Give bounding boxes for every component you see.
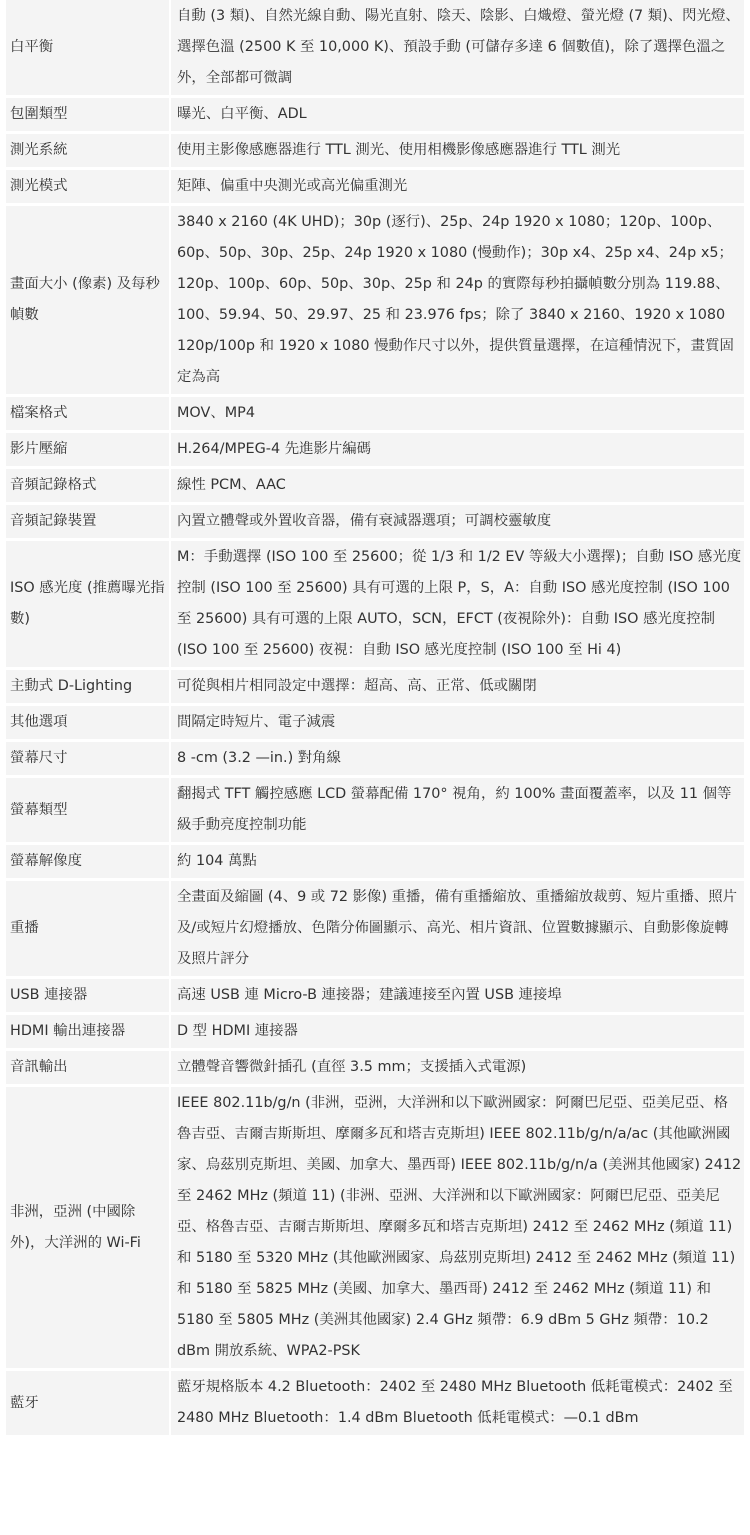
spec-label: 其他選項 [6, 706, 169, 739]
spec-row-audio-output [6, 1051, 744, 1084]
spec-label: 螢幕尺寸 [6, 742, 169, 775]
spec-value: 間隔定時短片、電子減震 [171, 706, 744, 739]
spec-value: 高速 USB 連 Micro-B 連接器；建議連接至內置 USB 連接埠 [171, 979, 744, 1012]
spec-label: USB 連接器 [6, 979, 169, 1012]
spec-label: 重播 [6, 881, 169, 976]
spec-value: 立體聲音響微針插孔 (直徑 3.5 mm；支援插入式電源) [171, 1051, 744, 1084]
spec-label: 藍牙 [6, 1371, 169, 1435]
spec-value: 藍牙規格版本 4.2 Bluetooth：2402 至 2480 MHz Bluetooth 低耗電模式：2402 至 2480 MHz Bluetooth：1.4 dBm Bluetooth 低耗電模式：—0.1 dBm [171, 1371, 744, 1435]
spec-value: MOV、MP4 [171, 397, 744, 430]
spec-value: 線性 PCM、AAC [171, 469, 744, 502]
spec-row-bracketing [6, 98, 744, 131]
spec-value: 翻揭式 TFT 觸控感應 LCD 螢幕配備 170° 視角，約 100% 畫面覆蓋率，以及 11 個等級手動亮度控制功能 [171, 778, 744, 842]
spec-label: 音頻記錄裝置 [6, 505, 169, 538]
spec-row-frame-size [6, 206, 744, 394]
spec-label: ISO 感光度 (推薦曝光指數) [6, 541, 169, 667]
spec-row-hdmi [6, 1015, 744, 1048]
spec-label: 測光模式 [6, 170, 169, 203]
spec-row-monitor-type [6, 778, 744, 842]
spec-label: 畫面大小 (像素) 及每秒幀數 [6, 206, 169, 394]
spec-label: 主動式 D-Lighting [6, 670, 169, 703]
spec-value: 矩陣、偏重中央測光或高光偏重測光 [171, 170, 744, 203]
spec-label: HDMI 輸出連接器 [6, 1015, 169, 1048]
spec-value: 使用主影像感應器進行 TTL 測光、使用相機影像感應器進行 TTL 測光 [171, 134, 744, 167]
spec-label: 包圍類型 [6, 98, 169, 131]
spec-label: 白平衡 [6, 0, 169, 95]
spec-value: 內置立體聲或外置收音器，備有衰減器選項；可調校靈敏度 [171, 505, 744, 538]
spec-label: 螢幕類型 [6, 778, 169, 842]
spec-value: 3840 x 2160 (4K UHD)；30p (逐行)、25p、24p 1920 x 1080；120p、100p、60p、50p、30p、25p、24p 1920 x 1080 (慢動作)；30p x4、25p x4、24p x5；120p、100p、60p、50p、30p、25p 和 24p 的實際每秒拍攝幀數分別為 119.88、100、59.94、50、29.97、25 和 23.976 fps；除了 3840 x 2160、1920 x 1080 120p/100p 和 1920 x 1080 慢動作尺寸以外，提供質量選擇，在這種情況下，畫質固定為高 [171, 206, 744, 394]
spec-value: H.264/MPEG-4 先進影片編碼 [171, 433, 744, 466]
spec-label: 音訊輸出 [6, 1051, 169, 1084]
spec-row-iso [6, 541, 744, 667]
spec-label: 音頻記錄格式 [6, 469, 169, 502]
spec-row-audio-device [6, 505, 744, 538]
spec-row-file-format [6, 397, 744, 430]
spec-value: 可從與相片相同設定中選擇：超高、高、正常、低或關閉 [171, 670, 744, 703]
spec-table [4, 0, 746, 1438]
spec-label: 測光系統 [6, 134, 169, 167]
spec-value: M：手動選擇 (ISO 100 至 25600；從 1/3 和 1/2 EV 等級大小選擇)；自動 ISO 感光度控制 (ISO 100 至 25600) 具有可選的上限 P，S，A：自動 ISO 感光度控制 (ISO 100 至 25600) 具有可選的上限 AUTO，SCN，EFCT (夜視除外)：自動 ISO 感光度控制 (ISO 100 至 25600) 夜視：自動 ISO 感光度控制 (ISO 100 至 Hi 4) [171, 541, 744, 667]
spec-row-monitor-size [6, 742, 744, 775]
spec-value: 8 -cm (3.2 —in.) 對角線 [171, 742, 744, 775]
spec-row-audio-format [6, 469, 744, 502]
spec-row-video-compression [6, 433, 744, 466]
spec-row-other-options [6, 706, 744, 739]
spec-label: 非洲，亞洲 (中國除外)，大洋洲的 Wi-Fi [6, 1087, 169, 1368]
spec-value: 全畫面及縮圖 (4、9 或 72 影像) 重播，備有重播縮放、重播縮放裁剪、短片重播、照片及/或短片幻燈播放、色階分佈圖顯示、高光、相片資訊、位置數據顯示、自動影像旋轉及照片評分 [171, 881, 744, 976]
spec-value: D 型 HDMI 連接器 [171, 1015, 744, 1048]
spec-value: 自動 (3 類)、自然光線自動、陽光直射、陰天、陰影、白熾燈、螢光燈 (7 類)、閃光燈、選擇色溫 (2500 K 至 10,000 K)、預設手動 (可儲存多達 6 個數值)，除了選擇色溫之外，全部都可微調 [171, 0, 744, 95]
spec-label: 檔案格式 [6, 397, 169, 430]
spec-row-usb [6, 979, 744, 1012]
spec-row-metering-system [6, 134, 744, 167]
spec-value: IEEE 802.11b/g/n (非洲，亞洲，大洋洲和以下歐洲國家：阿爾巴尼亞、亞美尼亞、格魯吉亞、吉爾吉斯斯坦、摩爾多瓦和塔吉克斯坦) IEEE 802.11b/g/n/a/ac (其他歐洲國家、烏茲別克斯坦、美國、加拿大、墨西哥) IEEE 802.11b/g/n/a (美洲其他國家) 2412 至 2462 MHz (頻道 11) (非洲、亞洲、大洋洲和以下歐洲國家：阿爾巴尼亞、亞美尼亞、格魯吉亞、吉爾吉斯斯坦、摩爾多瓦和塔吉克斯坦) 2412 至 2462 MHz (頻道 11) 和 5180 至 5320 MHz (其他歐洲國家、烏茲別克斯坦) 2412 至 2462 MHz (頻道 11) 和 5180 至 5825 MHz (美國、加拿大、墨西哥) 2412 至 2462 MHz (頻道 11) 和 5180 至 5805 MHz (美洲其他國家) 2.4 GHz 頻帶：6.9 dBm 5 GHz 頻帶：10.2 dBm 開放系統、WPA2-PSK [171, 1087, 744, 1368]
spec-row-wifi [6, 1087, 744, 1368]
spec-row-bluetooth [6, 1371, 744, 1435]
spec-value: 約 104 萬點 [171, 845, 744, 878]
spec-row-active-d-lighting [6, 670, 744, 703]
spec-label: 螢幕解像度 [6, 845, 169, 878]
spec-row-playback [6, 881, 744, 976]
spec-row-metering-mode [6, 170, 744, 203]
spec-label: 影片壓縮 [6, 433, 169, 466]
spec-row-white-balance [6, 0, 744, 95]
spec-value: 曝光、白平衡、ADL [171, 98, 744, 131]
spec-row-monitor-resolution [6, 845, 744, 878]
